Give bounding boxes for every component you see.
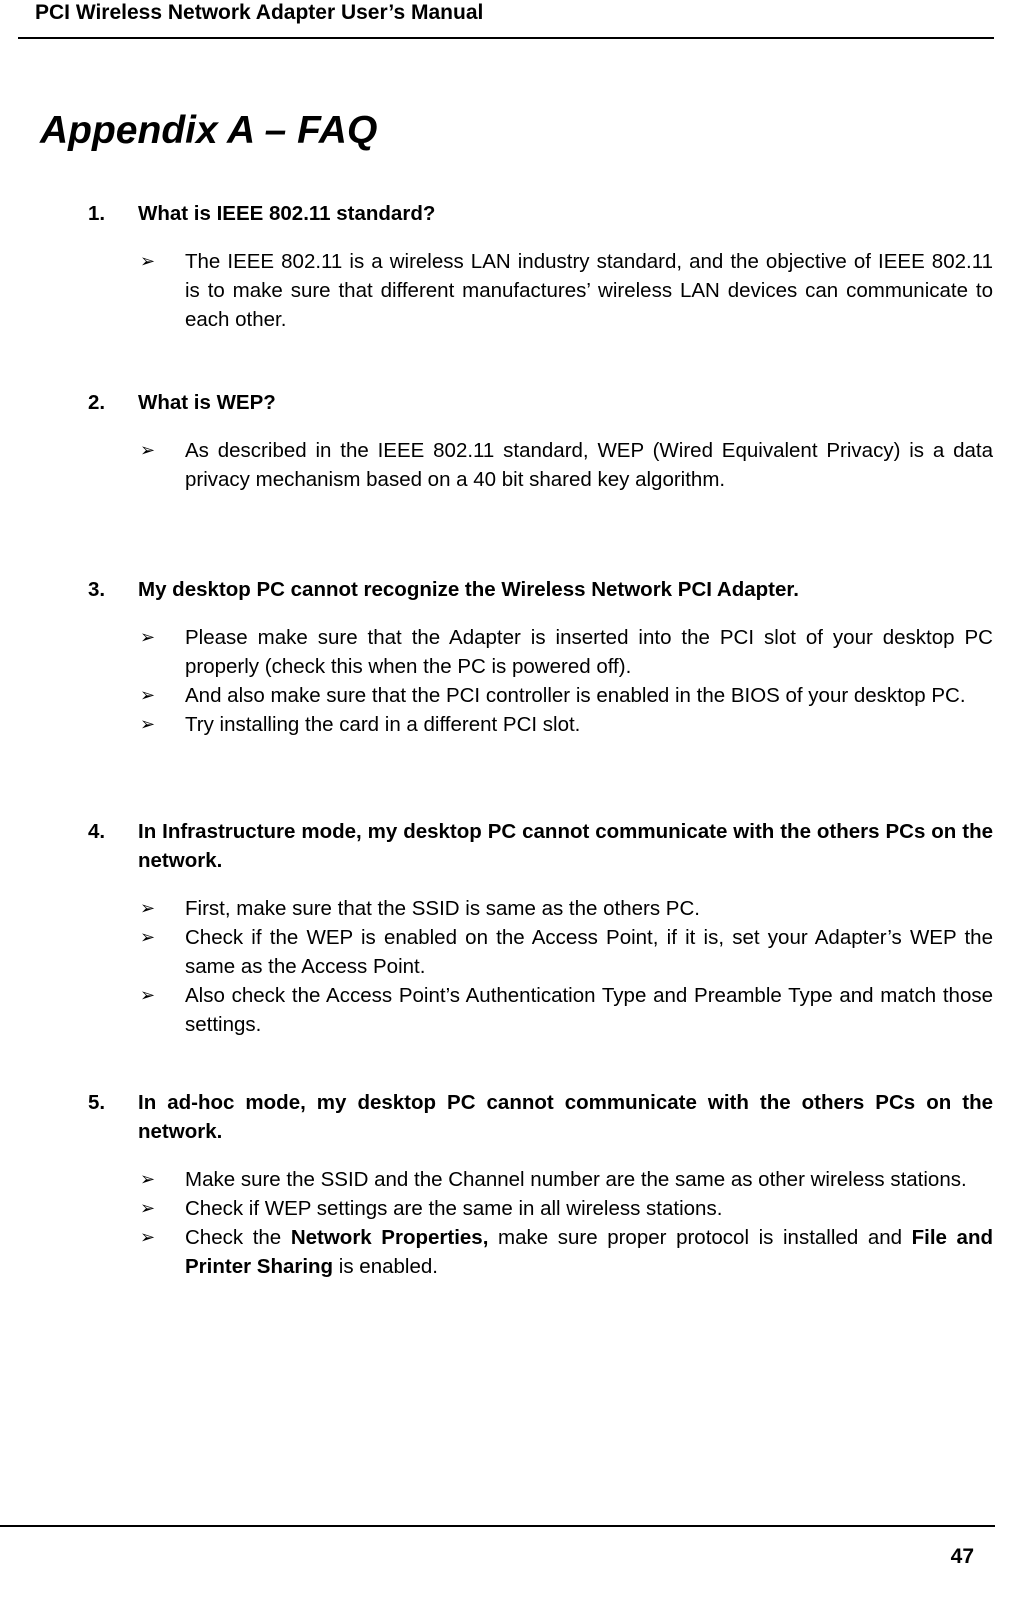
- page-title: Appendix A – FAQ: [40, 109, 378, 152]
- faq-answer: [88, 710, 993, 739]
- faq-item-2: [88, 388, 993, 494]
- faq-answer-text-part: make sure proper protocol is installed and: [488, 1226, 912, 1249]
- faq-number: 3.: [88, 578, 106, 601]
- arrow-bullet-icon: ➢: [140, 898, 156, 918]
- faq-item-3: [88, 575, 993, 739]
- faq-answers: [88, 1165, 993, 1281]
- faq-number: 1.: [88, 202, 106, 225]
- arrow-bullet-icon: ➢: [140, 1169, 156, 1189]
- faq-question-text: In Infrastructure mode, my desktop PC cannot communicate with the others PCs on the network.: [138, 820, 993, 872]
- faq-answer: [88, 1194, 993, 1223]
- faq-question: [88, 1088, 993, 1146]
- faq-answers: [88, 436, 993, 494]
- faq-question: [88, 817, 993, 875]
- arrow-bullet-icon: ➢: [140, 627, 156, 647]
- footer-divider: [0, 1525, 995, 1527]
- arrow-bullet-icon: ➢: [140, 251, 156, 271]
- arrow-bullet-icon: ➢: [140, 1198, 156, 1218]
- running-header: PCI Wireless Network Adapter User’s Manual: [35, 1, 484, 24]
- arrow-bullet-icon: ➢: [140, 440, 156, 460]
- file-printer-sharing-term: File and Printer Sharing: [185, 1226, 993, 1278]
- faq-answer-text-part: is enabled.: [333, 1255, 438, 1278]
- faq-answer: [88, 981, 993, 1039]
- faq-question-text: What is WEP?: [138, 391, 276, 414]
- faq-number: 4.: [88, 820, 106, 843]
- faq-answer: [88, 894, 993, 923]
- faq-item-4: [88, 817, 993, 1039]
- faq-answer-text: Make sure the SSID and the Channel number are the same as other wireless stations.: [185, 1168, 967, 1191]
- faq-answer: [88, 923, 993, 981]
- header-divider: [18, 37, 994, 39]
- faq-answer-text-part: Check the: [185, 1226, 291, 1249]
- faq-question: [88, 199, 993, 228]
- faq-answer: [88, 1165, 993, 1194]
- network-properties-term: Network Properties,: [290, 1226, 489, 1249]
- faq-answer-text: Also check the Access Point’s Authentication Type and Preamble Type and match those settings.: [185, 984, 993, 1036]
- faq-question: [88, 575, 993, 604]
- faq-item-5: [88, 1088, 993, 1281]
- faq-answer-text: Try installing the card in a different PCI slot.: [185, 713, 581, 736]
- faq-answer: [88, 1223, 993, 1281]
- faq-question-text: What is IEEE 802.11 standard?: [138, 202, 436, 225]
- faq-number: 2.: [88, 391, 106, 414]
- faq-item-1: [88, 199, 993, 334]
- faq-answers: [88, 623, 993, 739]
- faq-answer: [88, 247, 993, 334]
- arrow-bullet-icon: ➢: [140, 714, 156, 734]
- faq-answer-text: Please make sure that the Adapter is inserted into the PCI slot of your desktop PC properly (check this when the PC is powered off).: [185, 626, 993, 678]
- faq-answer-text: As described in the IEEE 802.11 standard, WEP (Wired Equivalent Privacy) is a data privacy mechanism based on a 40 bit shared key algorithm.: [185, 439, 993, 491]
- faq-answer: [88, 623, 993, 681]
- faq-question-text: My desktop PC cannot recognize the Wireless Network PCI Adapter.: [138, 578, 799, 601]
- arrow-bullet-icon: ➢: [140, 985, 156, 1005]
- faq-question: [88, 388, 993, 417]
- arrow-bullet-icon: ➢: [140, 927, 156, 947]
- faq-answer-text: Check if WEP settings are the same in all wireless stations.: [185, 1197, 723, 1220]
- page-number: 47: [950, 1545, 974, 1568]
- faq-answers: [88, 247, 993, 334]
- faq-answer: [88, 436, 993, 494]
- arrow-bullet-icon: ➢: [140, 685, 156, 705]
- faq-answer-text: The IEEE 802.11 is a wireless LAN industry standard, and the objective of IEEE 802.11 is to make sure that different manufactures’ wireless LAN devices can communicate to each other.: [185, 250, 993, 331]
- faq-question-text: In ad-hoc mode, my desktop PC cannot communicate with the others PCs on the network.: [138, 1091, 993, 1143]
- faq-answers: [88, 894, 993, 1039]
- faq-answer: [88, 681, 993, 710]
- faq-answer-text: First, make sure that the SSID is same as the others PC.: [185, 897, 700, 920]
- faq-number: 5.: [88, 1091, 106, 1114]
- arrow-bullet-icon: ➢: [140, 1227, 156, 1247]
- faq-answer-text: And also make sure that the PCI controller is enabled in the BIOS of your desktop PC.: [185, 684, 966, 707]
- faq-answer-text: Check if the WEP is enabled on the Access Point, if it is, set your Adapter’s WEP the same as the Access Point.: [185, 926, 993, 978]
